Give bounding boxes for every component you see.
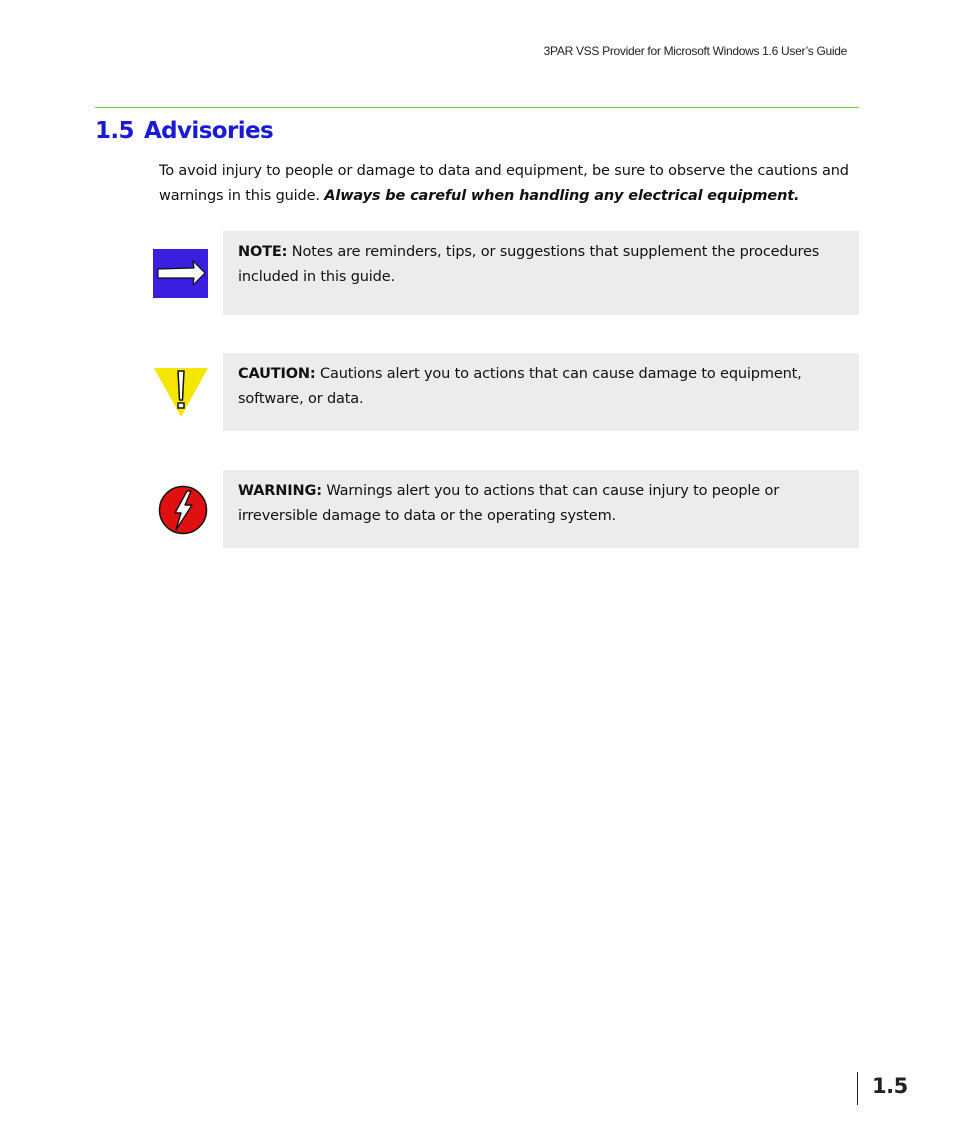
note-body: Notes are reminders, tips, or suggestions that supplement the procedures included in this guide. — [238, 244, 820, 285]
intro-text: To avoid injury to people or damage to data and equipment, be sure to observe the cautions and warnings in this guide. — [159, 163, 849, 204]
section-title-text: Advisories — [143, 118, 274, 144]
caution-box — [223, 353, 859, 431]
warning-body: Warnings alert you to actions that can cause injury to people or irreversible damage to data or the operating system. — [238, 483, 780, 524]
warning-label: WARNING: — [238, 483, 322, 499]
note-label: NOTE: — [238, 244, 288, 260]
caution-body: Cautions alert you to actions that can cause damage to equipment, software, or data. — [238, 366, 802, 407]
section-title — [95, 118, 273, 144]
intro-emphasis: Always be careful when handling any electrical equipment. — [324, 188, 800, 204]
arrow-right-icon — [153, 249, 209, 299]
intro-paragraph — [159, 159, 859, 209]
caution-triangle-icon — [153, 367, 209, 417]
caution-text — [238, 362, 848, 412]
warning-box — [223, 470, 859, 548]
running-header: 3PAR VSS Provider for Microsoft Windows 1.6 User’s Guide — [543, 44, 847, 58]
page-number: 1.5 — [872, 1074, 908, 1098]
footer-divider — [857, 1072, 858, 1105]
note-box — [223, 231, 859, 315]
warning-text — [238, 479, 848, 529]
header-rule — [95, 107, 859, 108]
section-number: 1.5 — [95, 118, 134, 144]
lightning-bolt-icon — [153, 485, 209, 535]
caution-label: CAUTION: — [238, 366, 316, 382]
note-text — [238, 240, 848, 290]
